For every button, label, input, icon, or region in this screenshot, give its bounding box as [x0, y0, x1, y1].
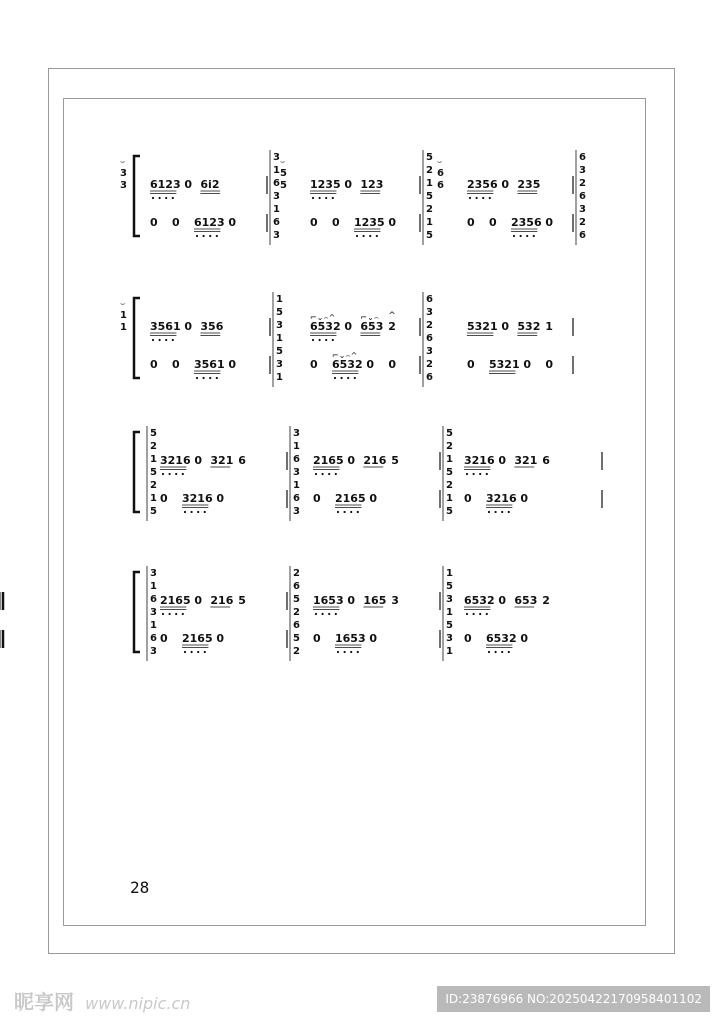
note-group: 653	[514, 594, 538, 607]
bass-rest-zero: 0	[150, 358, 158, 371]
bass-note-group-low-dot	[197, 511, 199, 513]
note-group: 1653	[313, 594, 344, 607]
bar-chord-note: 6	[579, 230, 586, 241]
bar-chord-note: 6	[273, 217, 280, 228]
note-group-low-dot	[325, 339, 327, 341]
watermark-url: www.nipic.cn	[85, 994, 191, 1013]
bar-chord-note: 5	[446, 620, 453, 631]
bass-note-group-low-dot	[197, 651, 199, 653]
chord-note: 3	[120, 168, 127, 179]
note-group-low-dot	[482, 197, 484, 199]
note-group-low-dot	[182, 473, 184, 475]
lead-chord-note: 5	[150, 428, 157, 439]
bar-chord-note: 6	[426, 372, 433, 383]
note-group: 3561	[150, 320, 181, 333]
bass-note-group-low-dot	[204, 511, 206, 513]
bass-note-group-low-dot	[191, 651, 193, 653]
note-group-low-dot	[479, 613, 481, 615]
note-group-low-dot	[169, 613, 171, 615]
note-group: 653	[360, 320, 384, 333]
bass-note-group-low-dot	[357, 651, 359, 653]
note-group-low-dot	[312, 197, 314, 199]
rest-zero: 0	[184, 178, 193, 191]
bass-note-group: 6532	[486, 632, 517, 645]
note-group-low-dot	[319, 339, 321, 341]
bass-rest-zero: 0	[366, 358, 375, 371]
note-group: 532	[517, 320, 541, 333]
note-group-low-dot	[328, 473, 330, 475]
system-brace	[134, 432, 140, 512]
bar-chord-note: 3	[276, 359, 283, 370]
bass-note-group-low-dot	[501, 511, 503, 513]
bar-chord-note: 3	[426, 346, 433, 357]
bass-note-group-low-dot	[363, 235, 365, 237]
bar-chord-note: 2	[426, 165, 433, 176]
bar-chord-note: 5	[276, 307, 283, 318]
bar-chord-note: 1	[276, 333, 283, 344]
note-group: 356	[200, 320, 224, 333]
bass-note-group-low-dot	[216, 377, 218, 379]
bass-note-group-low-dot	[184, 511, 186, 513]
bass-rest-zero: 0	[150, 216, 158, 229]
bass-rest-zero: 0	[172, 358, 180, 371]
rest-zero: 0	[347, 594, 356, 607]
watermark-brand	[14, 986, 190, 1015]
rest-zero: 0	[501, 178, 510, 191]
bar-chord-note: 6	[579, 152, 586, 163]
note-group-low-dot	[162, 613, 164, 615]
note-group-low-dot	[175, 473, 177, 475]
bass-note-group-low-dot	[216, 235, 218, 237]
bar-chord-note: 3	[273, 152, 280, 163]
note-group: 2165	[313, 454, 344, 467]
bar-chord-note: 5	[446, 467, 453, 478]
note-group-low-dot	[332, 339, 334, 341]
bar-chord-note: 1	[293, 441, 300, 452]
bass-note-group-low-dot	[501, 651, 503, 653]
bass-note-group: 3216	[182, 492, 213, 505]
lead-chord-note: 1	[150, 581, 157, 592]
bass-note-group-low-dot	[341, 377, 343, 379]
note-group: 3216	[160, 454, 191, 467]
bass-note-group-low-dot	[357, 511, 359, 513]
bass-rest-zero: 0	[520, 492, 529, 505]
note-group-low-dot	[165, 339, 167, 341]
bar-chord-note: 5	[446, 428, 453, 439]
bar-chord-note: 1	[273, 204, 280, 215]
bass-note-group: 1235	[354, 216, 385, 229]
note-group-low-dot	[335, 473, 337, 475]
bass-rest-zero: 0	[489, 216, 497, 229]
bar-chord-note: 3	[446, 594, 453, 605]
bass-rest-zero: 0	[523, 358, 532, 371]
note-group-low-dot	[162, 473, 164, 475]
single-note: 1	[545, 320, 553, 333]
bar-chord-note: 2	[579, 217, 586, 228]
bar-chord-note: 1	[276, 372, 283, 383]
bass-rest-zero: 0	[310, 358, 318, 371]
bass-note-group-low-dot	[203, 377, 205, 379]
bar-chord-note: 2	[293, 607, 300, 618]
rest-zero: 0	[498, 594, 507, 607]
bar-chord-note: 1	[426, 217, 433, 228]
bar-chord-note: 6	[293, 620, 300, 631]
bass-rest-zero: 0	[388, 358, 397, 371]
bass-note-group-low-dot	[204, 651, 206, 653]
note-group-low-dot	[473, 613, 475, 615]
bass-rest-zero: 0	[467, 216, 475, 229]
rest-zero: 0	[501, 320, 510, 333]
note-group-low-dot	[152, 197, 154, 199]
tie-arc: ⌣	[280, 157, 286, 166]
note-group-low-dot	[319, 197, 321, 199]
lead-chord-note: 6	[150, 594, 157, 605]
note-group-low-dot	[473, 473, 475, 475]
bass-rest-zero: 0	[160, 632, 168, 645]
bar-chord-note: 5	[426, 191, 433, 202]
bass-note-group: 6123	[194, 216, 225, 229]
bass-note-group: 6532	[332, 358, 363, 371]
bass-note-group-low-dot	[337, 511, 339, 513]
bass-rest-zero: 0	[464, 492, 472, 505]
bass-rest-zero: 0	[464, 632, 472, 645]
bass-note-group-low-dot	[209, 377, 211, 379]
note-group-low-dot	[476, 197, 478, 199]
note-group-low-dot	[335, 613, 337, 615]
bass-note-group: 5321	[489, 358, 520, 371]
bar-chord-note: 6	[293, 454, 300, 465]
bass-note-group-low-dot	[344, 651, 346, 653]
bar-chord-note: 1	[446, 454, 453, 465]
rest-zero: 0	[184, 320, 193, 333]
note-group-low-dot	[322, 473, 324, 475]
watermark-logo: 昵享网	[14, 990, 74, 1014]
lead-chord-note: 2	[150, 480, 157, 491]
lead-chord-note: 2	[150, 441, 157, 452]
bass-rest-zero: 0	[520, 632, 529, 645]
bass-note-group: 2165	[335, 492, 366, 505]
bass-note-group-low-dot	[356, 235, 358, 237]
bass-note-group-low-dot	[513, 235, 515, 237]
note-group-low-dot	[175, 613, 177, 615]
lead-chord-note: 1	[150, 493, 157, 504]
note-group-low-dot	[466, 473, 468, 475]
bass-rest-zero: 0	[172, 216, 180, 229]
bass-rest-zero: 0	[545, 358, 554, 371]
single-note: 3	[391, 594, 399, 607]
bar-chord-note: 2	[446, 480, 453, 491]
tie-arc: ⌣	[120, 157, 126, 166]
note-group-low-dot	[169, 473, 171, 475]
bass-note-group-low-dot	[508, 651, 510, 653]
bar-chord-note: 1	[273, 165, 280, 176]
note-group-low-dot	[159, 339, 161, 341]
bar-chord-note: 5	[446, 581, 453, 592]
rest-zero: 0	[498, 454, 507, 467]
note-group: 6123	[150, 178, 181, 191]
note-group: 6532	[310, 320, 341, 333]
bass-note-group-low-dot	[350, 511, 352, 513]
bar-chord-note: 3	[446, 633, 453, 644]
bar-chord-note: 2	[426, 320, 433, 331]
note-group: 216	[363, 454, 387, 467]
note-group-low-dot	[325, 197, 327, 199]
bass-note-group-low-dot	[376, 235, 378, 237]
system-brace	[134, 156, 140, 236]
rest-zero: 0	[347, 454, 356, 467]
bass-note-group-low-dot	[196, 377, 198, 379]
note-group-low-dot	[172, 197, 174, 199]
note-group: 165	[363, 594, 387, 607]
note-group: 2356	[467, 178, 498, 191]
bass-note-group-ornament: ⌐⌄⌢^	[332, 351, 358, 360]
note-group: 5321	[467, 320, 498, 333]
bass-note-group-low-dot	[203, 235, 205, 237]
bar-chord-note: 5	[446, 506, 453, 517]
bass-note-group-low-dot	[533, 235, 535, 237]
note-group-low-dot	[486, 473, 488, 475]
bass-note-group-low-dot	[344, 511, 346, 513]
bar-chord-note: 1	[293, 480, 300, 491]
bar-chord-note: 2	[426, 204, 433, 215]
system-brace	[134, 572, 140, 652]
bass-rest-zero: 0	[228, 216, 237, 229]
note-group-low-dot	[315, 613, 317, 615]
single-note: 5	[238, 594, 246, 607]
bass-note-group-low-dot	[337, 651, 339, 653]
bar-chord-note: 3	[293, 428, 300, 439]
bar-chord-note: 3	[276, 320, 283, 331]
bass-rest-zero: 0	[313, 632, 321, 645]
note-group-low-dot	[328, 613, 330, 615]
lead-chord-note: 3	[150, 646, 157, 657]
bar-chord-note: 1	[446, 568, 453, 579]
bar-chord-note: 5	[276, 346, 283, 357]
bar-chord-note: 5	[426, 230, 433, 241]
bar-chord-note: 3	[273, 230, 280, 241]
rest-zero: 0	[194, 454, 203, 467]
chord-note: 5	[280, 180, 287, 191]
note-group: 321	[210, 454, 234, 467]
rest-zero: 0	[344, 178, 353, 191]
bass-note-group-low-dot	[508, 511, 510, 513]
bar-chord-note: 3	[293, 467, 300, 478]
note-group-low-dot	[489, 197, 491, 199]
note-group-low-dot	[332, 197, 334, 199]
bar-chord-note: 2	[293, 646, 300, 657]
note-group-low-dot	[172, 339, 174, 341]
watermark-id-badge: ID:23876966 NO:20250422170958401102	[437, 986, 710, 1012]
note-group-low-dot	[315, 473, 317, 475]
note-group: 2165	[160, 594, 191, 607]
bar-chord-note: 2	[579, 178, 586, 189]
lead-chord-note: 1	[150, 454, 157, 465]
bar-chord-note: 3	[273, 191, 280, 202]
lead-chord-note: 5	[150, 467, 157, 478]
lead-chord-note: 3	[150, 568, 157, 579]
bar-chord-note: 5	[293, 594, 300, 605]
bass-rest-zero: 0	[467, 358, 475, 371]
single-note: 5	[391, 454, 399, 467]
bar-chord-note: 6	[579, 191, 586, 202]
note-group: 6532	[464, 594, 495, 607]
bar-chord-note: 1	[276, 294, 283, 305]
note-group-low-dot	[479, 473, 481, 475]
note-group-low-dot	[486, 613, 488, 615]
rest-zero: 0	[344, 320, 353, 333]
bass-note-group-low-dot	[526, 235, 528, 237]
bass-note-group: 2356	[511, 216, 542, 229]
note-group-low-dot	[152, 339, 154, 341]
note-group: 123	[360, 178, 384, 191]
note-group-low-dot	[466, 613, 468, 615]
bar-chord-note: 2	[446, 441, 453, 452]
lead-chord-note: 6	[150, 633, 157, 644]
bass-note-group-low-dot	[184, 651, 186, 653]
bass-rest-zero: 0	[310, 216, 318, 229]
system-brace	[134, 298, 140, 378]
bar-chord-note: 1	[446, 646, 453, 657]
note-group-low-dot	[165, 197, 167, 199]
note-group-low-dot	[469, 197, 471, 199]
bar-chord-note: 1	[446, 607, 453, 618]
bar-chord-note: 3	[579, 204, 586, 215]
bass-note-group-low-dot	[495, 651, 497, 653]
note-group-ornament: ⌐⌄⌢	[360, 313, 380, 322]
note-group-low-dot	[312, 339, 314, 341]
note-group-ornament: ⌐⌄⌢^	[310, 313, 336, 322]
bar-chord-note: 2	[426, 359, 433, 370]
chord-note: 5	[280, 168, 287, 179]
bar-chord-note: 6	[293, 581, 300, 592]
note-group: 3216	[464, 454, 495, 467]
chord-note: 1	[120, 322, 127, 333]
bass-note-group-low-dot	[350, 651, 352, 653]
single-note: 2	[542, 594, 550, 607]
bass-note-group-low-dot	[334, 377, 336, 379]
bass-note-group-low-dot	[191, 511, 193, 513]
note-group-low-dot	[322, 613, 324, 615]
note-group: 235	[517, 178, 541, 191]
rest-zero: 0	[194, 594, 203, 607]
bass-note-group-low-dot	[488, 651, 490, 653]
bar-chord-note: 2	[293, 568, 300, 579]
lead-chord-note: 5	[150, 506, 157, 517]
bar-chord-note: 5	[293, 633, 300, 644]
bass-rest-zero: 0	[369, 492, 378, 505]
note-group: 1235	[310, 178, 341, 191]
tie-arc: ⌣	[120, 299, 126, 308]
bass-note-group-low-dot	[369, 235, 371, 237]
bass-rest-zero: 0	[332, 216, 340, 229]
bass-rest-zero: 0	[216, 632, 225, 645]
bar-chord-note: 1	[446, 493, 453, 504]
bass-note-group: 3561	[194, 358, 225, 371]
bar-chord-note: 6	[426, 333, 433, 344]
note-group: 6i2	[200, 178, 220, 191]
bar-chord-note: 6	[273, 178, 280, 189]
bar-chord-note: 5	[426, 152, 433, 163]
bass-note-group-low-dot	[209, 235, 211, 237]
note-group: 321	[514, 454, 538, 467]
bass-note-group-low-dot	[354, 377, 356, 379]
bar-chord-note: 3	[426, 307, 433, 318]
chord-note: 6	[437, 180, 444, 191]
bass-rest-zero: 0	[216, 492, 225, 505]
chord-note: 1	[120, 310, 127, 321]
bar-chord-note: 6	[426, 294, 433, 305]
bass-rest-zero: 0	[369, 632, 378, 645]
bass-note-group-low-dot	[488, 511, 490, 513]
chord-note: 3	[120, 180, 127, 191]
bass-note-group: 2165	[182, 632, 213, 645]
bass-note-group-low-dot	[495, 511, 497, 513]
bass-note-group: 3216	[486, 492, 517, 505]
bass-rest-zero: 0	[388, 216, 397, 229]
page-number: 28	[130, 878, 150, 897]
bass-note-group-low-dot	[520, 235, 522, 237]
single-note: 6	[238, 454, 246, 467]
bass-rest-zero: 0	[313, 492, 321, 505]
bass-note-group-low-dot	[347, 377, 349, 379]
bar-chord-note: 3	[579, 165, 586, 176]
bar-chord-note: 1	[426, 178, 433, 189]
bass-rest-zero: 0	[545, 216, 554, 229]
chord-note: 6	[437, 168, 444, 179]
bass-rest-zero: 0	[160, 492, 168, 505]
bass-rest-zero: 0	[228, 358, 237, 371]
note-group: 216	[210, 594, 234, 607]
note-ornament: ^	[388, 311, 396, 321]
lead-chord-note: 1	[150, 620, 157, 631]
note-group-low-dot	[159, 197, 161, 199]
tie-arc: ⌣	[437, 157, 443, 166]
single-note: 6	[542, 454, 550, 467]
bass-note-group: 1653	[335, 632, 366, 645]
lead-chord-note: 3	[150, 607, 157, 618]
bar-chord-note: 3	[293, 506, 300, 517]
note-group-low-dot	[182, 613, 184, 615]
bass-note-group-low-dot	[196, 235, 198, 237]
bar-chord-note: 6	[293, 493, 300, 504]
single-note: 2	[388, 320, 396, 333]
